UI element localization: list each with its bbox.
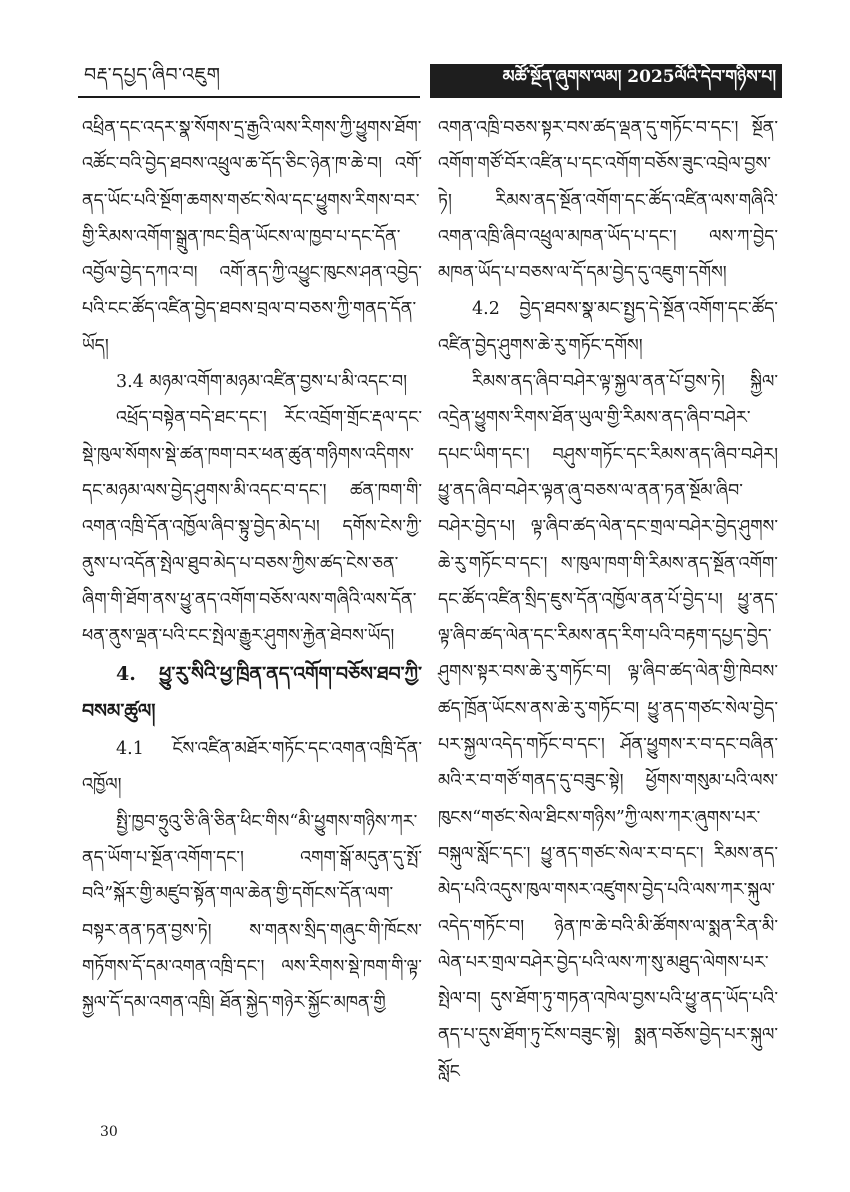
left-column [82,110,422,1021]
paragraph: འགན་འཁྲི་བཅས་སྟར་བས་ཚད་ལྡན་དུ་གཏོང་བ་དང་། སྔོན་འགོག་གཙོ་བོར་འཛིན་པ་དང་འགོག་བཅོས་ཟུང་འབྲེལ་བྱས་ཏེ། རིམས་ནད་སྔོན་འགོག་དང་ཚོད་འཛིན་ལས་གཞིའི་འགན་འཁྲི་ཞིབ་འཕྲུལ་མཁན་ཡོད་པ་དང་། ལས་ཀ་བྱེད་མཁན་ཡོད་པ་བཅས་ལ་དོ་དམ་བྱེད་དུ་འཇུག་དགོས། [438,118,778,284]
paragraph: སྤྱི་ཁྱབ་ཧྲུའུ་ཅི་ཞི་ཅིན་ཕིང་གིས“མི་ཕྱུགས་གཉིས་ཀར་ནད་ཡོག་པ་སྔོན་འགོག་དང་། འགག་སྒོ་མདུན་དུ་སྤོ་བའི”སྐོར་གྱི་མཛུབ་སྟོན་གལ་ཆེན་གྱི་དགོངས་དོན་ལག་བསྟར་ནན་ཏན་བྱས་ཏེ། ས་གནས་སྲིད་གཞུང་གི་ཁོངས་གཏོགས་དོ་དམ་འགན་འཁྲི་དང་། ལས་རིགས་སྡེ་ཁག་གི་ལྟ་སྐྱལ་དོ་དམ་འགན་འཁྲི། ཐོན་སྐྱེད་གཉེར་སྐྱོང་མཁན་གྱི [82,811,422,1014]
section-3-4-heading: 3.4 མཉམ་འགོག་མཉམ་འཛིན་བྱས་པ་མི་འདང་བ། [116,372,408,393]
section-4-1-heading: 4.1 ངོས་འཛིན་མཐོར་གཏོང་དང་འགན་འཁྲི་དོན་འཁྱོལ། [82,739,422,796]
paragraph: རིམས་ནད་ཞིབ་བཤེར་ལྟ་སྐྱལ་ནན་པོ་བྱས་ཏེ། སྐྱིལ་འདྲེན་ཕྱུགས་རིགས་ཐོན་ཡུལ་གྱི་རིམས་ནད་ཞིབ་བཤེར་དཔང་ཡིག་དང་། བཤུས་གཏོང་དང་རིམས་ནད་ཞིབ་བཤེར། ཕྱུ་ནད་ཞིབ་བཤེར་ལྟན་ཞུ་བཅས་ལ་ནན་ཏན་སྔོམ་ཞིབ་བཤེར་བྱེད་པ། ལྟ་ཞིབ་ཚད་ལེན་དང་གྲལ་བཤེར་བྱེད་ཤུགས་ཆེ་རུ་གཏོང་བ་དང་། ས་ཁུལ་ཁག་གི་རིམས་ནད་སྔོན་འགོག་དང་ཚོད་འཛིན་སྲིད་ཇུས་དོན་འཁྱོལ་ནན་པོ་བྱེད་པ། ཕྱུ་ནད་ལྟ་ཞིབ་ཚད་ལེན་དང་རིམས་ནད་རིག་པའི་བརྟག་དཔྱད་བྱེད་ཤུགས་སྟར་བས་ཆེ་རུ་གཏོང་བ། ལྟ་ཞིབ་ཚད་ལེན་གྱི་ཁེབས་ཚད་ཁྲོན་ཡོངས་ནས་ཆེ་རུ་གཏོང་བ། ཕྱུ་ནད་གཙང་སེལ་བྱེད་པར་སྐྱལ་འདེད་གཏོང་བ་དང་། ཤོན་ཕྱུགས་ར་བ་དང་བཞིན་མའི་ར་བ་གཙོ་གནད་དུ་བཟུང་སྟེ། ཕྱོགས་གསུམ་པའི་ལས་ཁུངས“གཙང་སེལ་ཐིངས་གཉིས”ཀྱི་ལས་ཀར་ཞུགས་པར་བསྐུལ་སློང་དང་། ཕྱུ་ནད་གཙང་སེལ་ར་བ་དང་། རིམས་ནད་མེད་པའི་འདུས་ཁུལ་གསར་འཛུགས་བྱེད་པའི་ལས་ཀར་སྐུལ་འདེད་གཏོང་བ། ཉེན་ཁ་ཆེ་བའི་མི་ཚོགས་ལ་སྨན་རིན་མི་ལེན་པར་གྲལ་བཤེར་བྱེད་པའི་ལས་ཀ་སུ་མཐུད་ལེགས་པར་སྤེལ་བ། དུས་ཐོག་ཏུ་གཏན་འཁེལ་བྱས་པའི་ཕྱུ་ནད་ཡོད་པའི་ནད་པ་དུས་ཐོག་ཏུ་ངོས་བཟུང་སྟེ། སྨན་བཅོས་བྱེད་པར་སྐུལ་སློང [438,372,778,1082]
paragraph: འཕྲོད་བསྟེན་བདེ་ཐང་དང་། རོང་འབྲོག་གྲོང་རྡལ་དང་སྡེ་ཁུལ་སོགས་སྡེ་ཚན་ཁག་བར་ཕན་ཚུན་གཉིགས་འདིགས་དང་མཉམ་ལས་བྱེད་ཤུགས་མི་འདང་བ་དང་། ཚན་ཁག་གི་འགན་འཁྲི་དོན་འཁྱོལ་ཞིབ་སྟུ་བྱེད་མེད་པ། དགོས་ངེས་ཀྱི་ནུས་པ་འདོན་སྤེལ་ཐུབ་མེད་པ་བཅས་ཀྱིས་ཚད་ངེས་ཅན་ཞིག་གི་ཐོག་ནས་ཕྱུ་ནད་འགོག་བཅོས་ལས་གཞིའི་ལས་དོན་ཕན་ནུས་ལྡན་པའི་ངང་སྤེལ་རྒྱུར་ཤུགས་རྐྱེན་ཐེབས་ཡོད། [82,408,422,647]
section-4-heading: 4. ཕྱུ་རུ་སིའི་ཕྱ་ཁྲིན་ནད་འགོག་བཅོས་ཐབ་ཀྱི་བསམ་ཚུལ། [82,663,422,722]
paragraph: འཕྲིན་དང་འདར་སྣ་སོགས་དྲ་རྒྱའི་ལས་རིགས་ཀྱི་ཕྱུགས་ཐོག་འཚོང་བའི་བྱེད་ཐབས་འཕྲུལ་ཆ་དོད་ཅིང་ཉེན་ཁ་ཆེ་བ། འགོ་ནད་ཡོང་པའི་སྔོག་ཆགས་གཙང་སེལ་དང་ཕྱུགས་རིགས་བར་གྱི་རིམས་འགོག་སྒྲུན་ཁང་བྲིན་ཡོངས་ལ་ཁྱབ་པ་དང་དོན་འབྱོལ་བྱེད་དཀའ་བ། འགོ་ནད་ཀྱི་འཕྱུང་ཁུངས་ཤན་འབྱེད་པའི་ངང་ཚོད་འཛིན་བྱེད་ཐབས་བྲལ་བ་བཅས་ཀྱི་གནད་དོན་ཡོད། [82,118,422,356]
running-title-right-text: མཚོ་སྔོན་ཞུགས་ལམ། 2025ལོའི་དེབ་གཉིས་པ། [502,67,776,87]
right-column [438,110,778,1090]
page-number: 30 [100,1124,118,1140]
running-title-right [430,64,782,98]
running-title-left-text: བརྡ་དཔྱད་ཞིབ་འཇུག [84,64,221,86]
section-4-2-heading: 4.2 བྱེད་ཐབས་སྣ་མང་སྤྱད་དེ་སྔོན་འགོག་དང་ཚོད་འཛིན་བྱེད་ཤུགས་ཆེ་རུ་གཏོང་དགོས། [438,299,778,356]
running-title-left [78,64,420,98]
